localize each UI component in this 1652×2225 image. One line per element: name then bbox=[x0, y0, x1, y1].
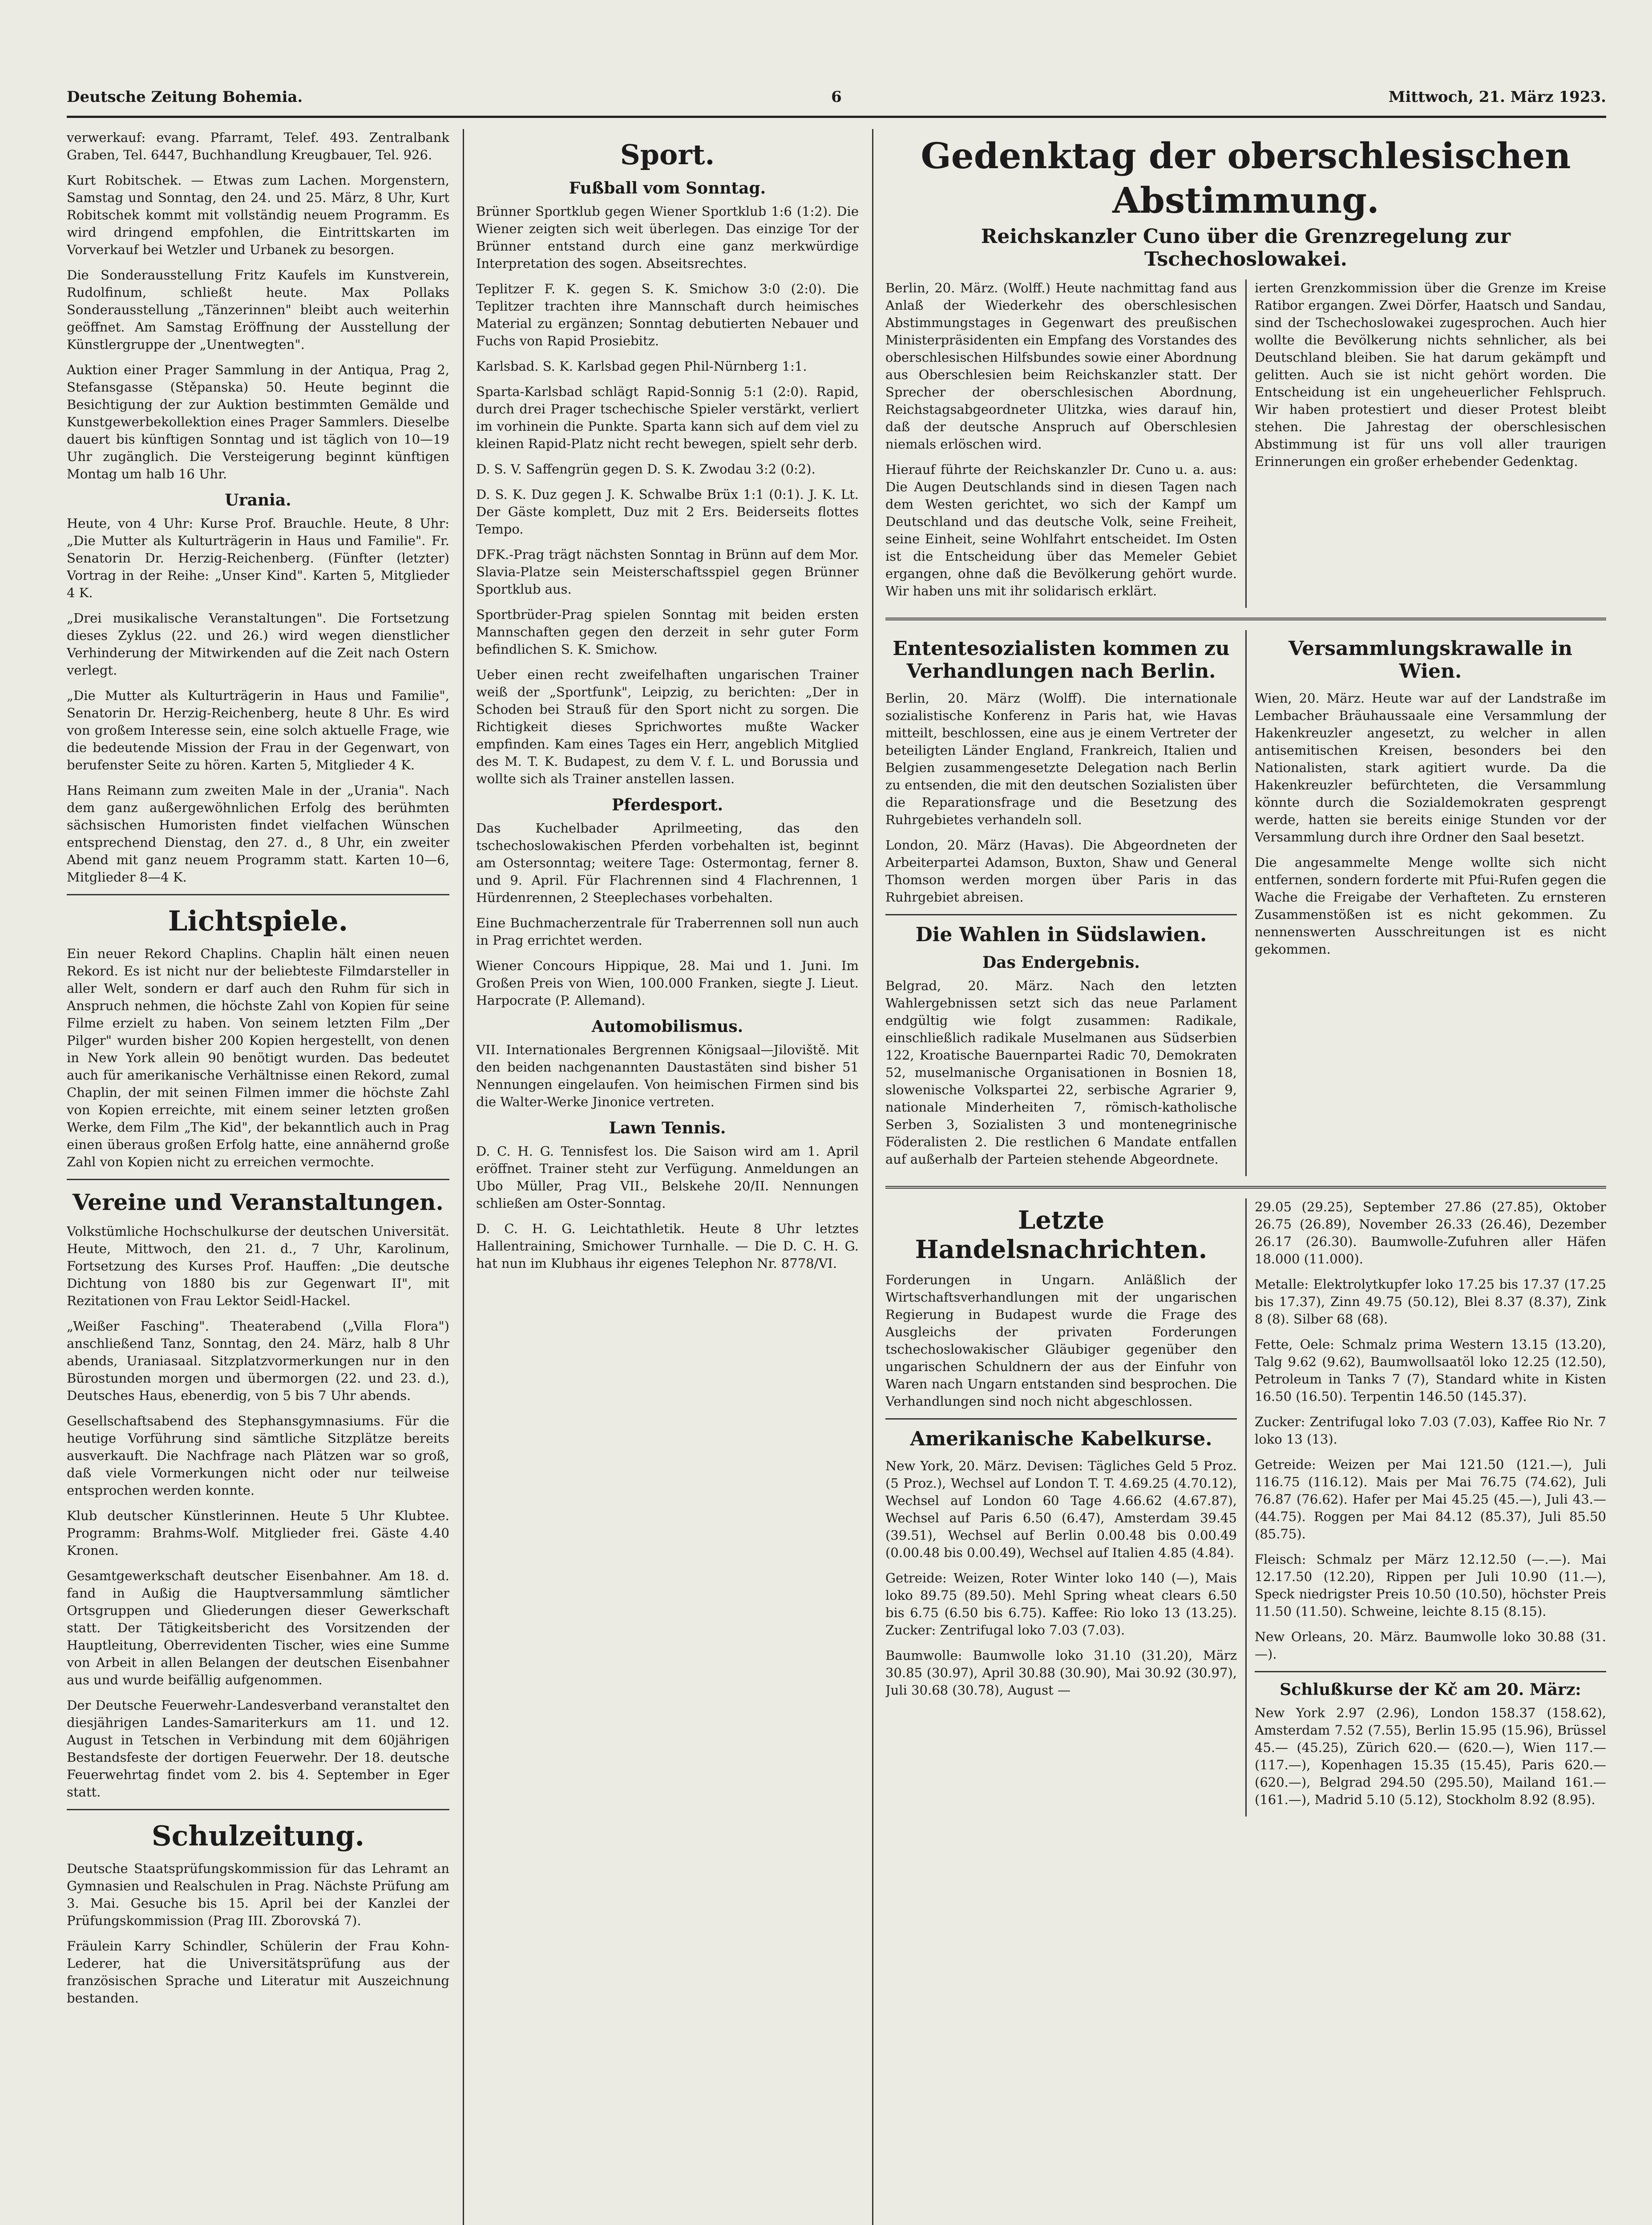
subheading-fussball: Fußball vom Sonntag. bbox=[569, 179, 766, 198]
notice-paragraph: Gesamtgewerkschaft deutscher Eisenbahner. Am 18. d. fand in Außig die Hauptversammlung sämtlicher Ortsgruppen und Gliederungen dieser Gewerkschaft statt. Der Tätigkeitsbericht des Vorsitzenden der Hauptleitung, Oberrevidenten Tischer, wies eine Summe von Arbeit in allen Belangen der deutschen Eisenbahner aus und wurde beifällig aufgenommen. bbox=[67, 1568, 449, 1687]
lead-article-left bbox=[885, 279, 1237, 608]
sport-paragraph: D. S. V. Saffengrün gegen D. S. K. Zwodau 3:2 (0:2). bbox=[476, 461, 816, 477]
market-paragraph: Baumwolle: Baumwolle loko 31.10 (31.20), März 30.85 (30.97), April 30.88 (30.90), Mai 30.92 (30.97), Juli 30.68 (30.78), August — bbox=[885, 1648, 1237, 1698]
issue-date: Mittwoch, 21. März 1923. bbox=[1388, 88, 1606, 106]
headline-wahlen-suedslawien: Die Wahlen in Südslawien. bbox=[915, 923, 1207, 946]
market-paragraph: Fleisch: Schmalz per März 12.12.50 (—.—). Mai 12.17.50 (12.20), Rippen per Juli 10.90 (11.—), Speck niedrigster Preis 10.50 (10.50), höchster Preis 11.50 (11.50). Schweine, leichte 8.15 (8.15). bbox=[1255, 1552, 1606, 1619]
article-paragraph: Berlin, 20. März. (Wolff.) Heute nachmittag fand aus Anlaß der Wiederkehr des oberschlesischen Abstimmungstages in Gegenwart des preußischen Ministerpräsidenten ein Empfang des Vorstandes des oberschlesischen Hilfsbundes sowie einer Abordnung aus Oberschlesien beim Reichskanzler statt. Der Sprecher der oberschlesischen Abordnung, Reichstagsabgeordneter Ulitzka, wies darauf hin, daß der deutsche Anspruch auf Oberschlesien niemals erlöschen wird. bbox=[885, 280, 1237, 452]
subheading-automobilismus: Automobilismus. bbox=[591, 1017, 743, 1036]
article-paragraph: Wien, 20. März. Heute war auf der Landstraße im Lembacher Bräuhaussaale eine Versammlung der Hakenkreuzler angesetzt, zu welcher in allen antisemitischen Kreisen, besonders bei den Nationalisten, stark agitiert wurde. Da die Hakenkreuzler befürchteten, die Versammlung könnte durch die Sozialdemokraten gesprengt werde, hatten sie bereits einige Stunden vor der Versammlung durch ihre Ordner den Saal besetzt. bbox=[1255, 691, 1606, 845]
middle-right bbox=[1255, 630, 1606, 1176]
section-rule bbox=[1255, 1671, 1606, 1672]
subheadline-endergebnis: Das Endergebnis. bbox=[982, 953, 1140, 972]
market-paragraph: Zucker: Zentrifugal loko 7.03 (7.03), Kaffee Rio Nr. 7 loko 13 (13). bbox=[1255, 1414, 1606, 1447]
notice-paragraph: Klub deutscher Künstlerinnen. Heute 5 Uhr Klubtee. Programm: Brahms-Wolf. Mitglieder frei. Gäste 4.40 Kronen. bbox=[67, 1508, 449, 1558]
middle-left bbox=[885, 630, 1237, 1176]
sport-paragraph: D. C. H. G. Leichtathletik. Heute 8 Uhr letztes Hallentraining, Smichower Turnhalle. — Die D. C. H. G. hat nun im Klubhaus ihr eigenes Telephon Nr. 8778/VI. bbox=[476, 1221, 859, 1271]
section-heading-vereine: Vereine und Veranstaltungen. bbox=[73, 1189, 444, 1215]
sport-paragraph: DFK.-Prag trägt nächsten Sonntag in Brünn auf dem Mor. Slavia-Platze sein Meisterschaftsspiel gegen Brünner Sportklub aus. bbox=[476, 547, 859, 597]
newspaper-page bbox=[67, 80, 1606, 2225]
column-3 bbox=[885, 129, 1606, 2225]
sport-paragraph: D. S. K. Duz gegen J. K. Schwalbe Brüx 1:1 (0:1). J. K. Lt. Der Gäste komplett, Duz mit 2 Ers. Beiderseits flottes Tempo. bbox=[476, 487, 859, 537]
notice-paragraph: Die Sonderausstellung Fritz Kaufels im Kunstverein, Rudolfinum, schließt heute. Max Pollaks Sonderausstellung „Tänzerinnen" bleibt auch weiterhin geöffnet. Am Samstag Eröffnung der Ausstellung der Künstlergruppe der „Unentwegten". bbox=[67, 267, 449, 352]
section-rule bbox=[885, 1186, 1606, 1189]
sport-paragraph: Sportbrüder-Prag spielen Sonntag mit beiden ersten Mannschaften gegen den derzeit in sehr guter Form befindlichen S. K. Smichow. bbox=[476, 607, 859, 657]
sport-paragraph: D. C. H. G. Tennisfest los. Die Saison wird am 1. April eröffnet. Trainer steht zur Verfügung. Anmeldungen an Ubo Müller, Prag VII., Belskehe 20/II. Nennungen schließen am Oster-Sonntag. bbox=[476, 1144, 859, 1211]
column-1 bbox=[67, 129, 449, 2225]
middle-section bbox=[885, 630, 1606, 1176]
article-paragraph: Hierauf führte der Reichskanzler Dr. Cuno u. a. aus: Die Augen Deutschlands sind in diesen Tagen nach dem Westen gerichtet, wo sich der Kampf um Deutschland und das deutsche Volk, seine Freiheit, seine Einheit, seine Wohlfahrt entscheidet. Im Osten ist die Entscheidung über das Memeler Gebiet ergangen, ohne daß die Bevölkerung gehört wurde. Wir haben uns mit ihr solidarisch erklärt. bbox=[885, 462, 1237, 599]
section-rule bbox=[67, 1809, 449, 1810]
section-heading-schulzeitung: Schulzeitung. bbox=[151, 1820, 365, 1852]
header-rule bbox=[67, 116, 1606, 118]
article-paragraph: Berlin, 20. März (Wolff). Die internationale sozialistische Konferenz in Paris hat, wie Havas mitteilt, beschlossen, eine aus je einem Vertreter der beteiligten Länder England, Frankreich, Italien und Belgien zusammengesetzte Delegation nach Berlin zu entsenden, die mit den deutschen Sozialisten über die Reparationsfrage und die Besetzung des Ruhrgebietes verhandeln soll. bbox=[885, 691, 1237, 827]
article-paragraph: Belgrad, 20. März. Nach den letzten Wahlergebnissen setzt sich das neue Parlament endgültig wie folgt zusammen: Radikale, einschließlich radikale Muselmanen aus Südserbien 122, Kroatische Bauernpartei Radic 70, Demokraten 52, muselmanische Organisationen in Bosnien 18, slowenische Volkspartei 22, serbische Agrarier 9, nationale Minderheiten 7, römisch-katholische Serben 3, Sozialisten 3 und montenegrinische Föderalisten 2. Die restlichen 6 Mandate entfallen auf außerhalb der Parteien stehende Abgeordnete. bbox=[885, 978, 1237, 1167]
lead-article-right bbox=[1255, 279, 1606, 608]
headline-handelsnachrichten: Letzte Handelsnachrichten. bbox=[915, 1206, 1208, 1264]
market-paragraph: Getreide: Weizen per Mai 121.50 (121.—), Juli 116.75 (116.12). Mais per Mai 76.75 (74.62), Juli 76.87 (76.62). Hafer per Mai 45.25 (45.—), Juli 43.— (44.75). Roggen per Mai 84.12 (85.37), Juli 85.50 (85.75). bbox=[1255, 1457, 1606, 1541]
masthead: Deutsche Zeitung Bohemia. bbox=[67, 88, 303, 106]
sport-paragraph: Sparta-Karlsbad schlägt Rapid-Sonnig 5:1 (2:0). Rapid, durch drei Prager tschechische Spieler verstärkt, verliert im vorhinein die Punkte. Sparta kann sich auf dem viel zu kleinen Rapid-Platz nicht recht bewegen, spielt sehr derb. bbox=[476, 384, 859, 451]
market-paragraph: 29.05 (29.25), September 27.86 (27.85), Oktober 26.75 (26.89), November 26.33 (26.46), Dezember 26.17 (26.30). Baumwolle-Zufuhren aller Häfen 18.000 (11.000). bbox=[1255, 1199, 1606, 1266]
sport-paragraph: Karlsbad. S. K. Karlsbad gegen Phil-Nürnberg 1:1. bbox=[476, 359, 807, 374]
sport-paragraph: Brünner Sportklub gegen Wiener Sportklub 1:6 (1:2). Die Wiener zeigten sich weit überlegen. Das einzige Tor der Brünner entstand durch eine ganz merkwürdige Interpretation des sogen. Abseitsrechtes. bbox=[476, 204, 859, 271]
column-divider bbox=[1245, 630, 1247, 1176]
sport-paragraph: Eine Buchmacherzentrale für Traberrennen soll nun auch in Prag errichtet werden. bbox=[476, 915, 859, 948]
notice-paragraph: Deutsche Staatsprüfungskommission für das Lehramt an Gymnasien und Realschulen in Prag. Nächste Prüfung am 3. Mai. Gesuche bis 15. April bei der Kanzlei der Prüfungskommission (Prag III. Zborovská 7). bbox=[67, 1861, 449, 1928]
notice-paragraph: Kurt Robitschek. — Etwas zum Lachen. Morgenstern, Samstag und Sonntag, den 24. und 25. März, 8 Uhr, Kurt Robitschek kommt mit vollständig neuem Programm. Es wird dringend empfohlen, die Eintrittskarten im Vorverkauf bei Wetzler und Urbanek zu besorgen. bbox=[67, 173, 449, 257]
sport-paragraph: Das Kuchelbader Aprilmeeting, das den tschechoslowakischen Pferden vorbehalten ist, beginnt am Ostersonntag; weitere Tage: Ostermontag, ferner 8. und 9. April. Für Flachrennen sind 4 Flachrennen, 1 Hürdenrennen, 2 Steeplechases vorbehalten. bbox=[476, 821, 859, 905]
notice-paragraph: Auktion einer Prager Sammlung in der Antiqua, Prag 2, Stefansgasse (Stěpanska) 50. Heute beginnt die Besichtigung der zur Auktion bestimmten Gemälde und Kunstgewerbekollektion eines Prager Sammlers. Dieselbe dauert bis künftigen Sonntag und ist täglich von 10—19 Uhr zugänglich. Die Versteigerung beginnt künftigen Montag um halb 16 Uhr. bbox=[67, 362, 449, 481]
notice-paragraph: „Die Mutter als Kulturträgerin in Haus und Familie", Senatorin Dr. Herzig-Reichenberg, heute 8 Uhr. Es wird von großem Interesse sein, eine solch aktuelle Frage, wie die bedeutende Mission der Frau in der Gegenwart, von berufenster Seite zu hören. Karten 5, Mitglieder 4 K. bbox=[67, 688, 449, 773]
notice-paragraph: Fräulein Karry Schindler, Schülerin der Frau Kohn-Lederer, hat die Universitätsprüfung aus der französischen Sprache und Literatur mit Auszeichnung bestanden. bbox=[67, 1938, 449, 2006]
sport-paragraph: Wiener Concours Hippique, 28. Mai und 1. Juni. Im Großen Preis von Wien, 100.000 Franken, siegte J. Lieut. Harpocrate (P. Allemand). bbox=[476, 958, 859, 1008]
column-divider bbox=[1245, 279, 1247, 608]
headline-schlusskurse: Schlußkurse der Kč am 20. März: bbox=[1280, 1680, 1581, 1699]
subheading-lawn-tennis: Lawn Tennis. bbox=[609, 1119, 726, 1137]
notice-paragraph: Volkstümliche Hochschulkurse der deutschen Universität. Heute, Mittwoch, den 21. d., 7 Uhr, Karolinum, Fortsetzung des Kurses Prof. Hauffen: „Die deutsche Dichtung von 1880 bis zur Gegenwart II", mit Rezitationen von Frau Lektor Seidl-Hackel. bbox=[67, 1224, 449, 1308]
headline-versammlungskrawalle: Versammlungskrawalle in Wien. bbox=[1288, 637, 1572, 683]
market-right bbox=[1255, 1198, 1606, 1816]
section-rule bbox=[885, 618, 1606, 620]
headline-ententesozialisten: Ententesozialisten kommen zu Verhandlungen nach Berlin. bbox=[893, 637, 1230, 683]
column-2 bbox=[476, 129, 859, 2225]
section-heading-urania: Urania. bbox=[225, 491, 291, 510]
market-paragraph: Getreide: Weizen, Roter Winter loko 140 (—), Mais loko 89.75 (89.50). Mehl Spring wheat clears 6.50 bis 6.75 (6.50 bis 6.75). Kaffee: Rio loko 13 (13.25). Zucker: Zentrifugal loko 7.03 (7.03). bbox=[885, 1570, 1237, 1638]
article-paragraph: ierten Grenzkommission über die Grenze im Kreise Ratibor ergangen. Zwei Dörfer, Haatsch und Sandau, sind der Tschechoslowakei zugesprochen. Auch hier wollte die Bevölkerung nichts sehnlicher, als bei Deutschland bleiben. Sie hat darum gekämpft und gelitten. Auch sie ist nicht gehört worden. Die Entscheidung ist ein ungeheuerlicher Fehlspruch. Wir haben protestiert und dieser Protest bleibt stehen. Die Jahrestag der oberschlesischen Abstimmung ist für uns voll aller traurigen Erinnerungen ein großer erhebender Gedenktag. bbox=[1255, 280, 1606, 469]
lead-subheadline: Reichskanzler Cuno über die Grenzregelung zur Tschechoslowakei. bbox=[981, 225, 1511, 271]
notice-paragraph: Heute, von 4 Uhr: Kurse Prof. Brauchle. Heute, 8 Uhr: „Die Mutter als Kulturträgerin in Haus und Familie". Fr. Senatorin Dr. Herzig-Reichenberg. (Fünfter (letzter) Vortrag in der Reihe: „Unser Kind". Karten 5, Mitglieder 4 K. bbox=[67, 516, 449, 600]
notice-paragraph: Gesellschaftsabend des Stephansgymnasiums. Für die heutige Vorführung sind sämtliche Sitzplätze bereits ausverkauft. Die Nachfrage nach Plätzen war so groß, daß viele Vormerkungen nicht oder nur teilweise entsprochen werden konnte. bbox=[67, 1413, 449, 1498]
lead-headline: Gedenktag der oberschlesischen Abstimmung. bbox=[921, 135, 1571, 221]
sport-paragraph: VII. Internationales Bergrennen Königsaal—Jiloviště. Mit den beiden nachgenannten Daustastäten sind bisher 51 Nennungen eingelaufen. Von heimischen Firmen sind bis die Walter-Werke Jinonice vertreten. bbox=[476, 1042, 859, 1109]
column-divider bbox=[463, 129, 464, 2225]
headline-kabelkurse: Amerikanische Kabelkurse. bbox=[910, 1428, 1212, 1450]
market-paragraph: Fette, Oele: Schmalz prima Western 13.15 (13.20), Talg 9.62 (9.62), Baumwollsaatöl loko 12.25 (12.50), Petroleum in Tanks 7 (7), Standard white in Kisten 16.50 (16.50). Terpentin 146.50 (145.37). bbox=[1255, 1337, 1606, 1404]
market-left bbox=[885, 1198, 1237, 1816]
column-divider bbox=[1245, 1198, 1247, 1816]
section-heading-sport: Sport. bbox=[620, 138, 715, 171]
market-paragraph: Metalle: Elektrolytkupfer loko 17.25 bis 17.37 (17.25 bis 17.37), Zinn 49.75 (50.12), Blei 8.37 (8.37), Zink 8 (8). Silber 68 (68). bbox=[1255, 1277, 1606, 1327]
section-heading-lichtspiele: Lichtspiele. bbox=[168, 905, 348, 937]
notice-paragraph: verwerkauf: evang. Pfarramt, Telef. 493. Zentralbank Graben, Tel. 6447, Buchhandlung Kreugbauer, Tel. 926. bbox=[67, 130, 449, 162]
article-paragraph: Die angesammelte Menge wollte sich nicht entfernen, sondern forderte mit Pfui-Rufen gegen die Wache die Freigabe der Verhafteten. Zu ernsteren Zusammenstößen ist es nicht gekommen. Zu nennenswerten Ausschreitungen ist es nicht gekommen. bbox=[1255, 855, 1606, 957]
column-divider bbox=[872, 129, 873, 2225]
notice-paragraph: Der Deutsche Feuerwehr-Landesverband veranstaltet den diesjährigen Landes-Samariterkurs am 11. und 12. August in Tetschen in Verbindung mit dem 60jährigen Bestandsfeste der dortigen Feuerwehr. Der 18. deutsche Feuerwehrtag findet vom 2. bis 4. September in Eger statt. bbox=[67, 1698, 449, 1800]
market-paragraph: New York, 20. März. Devisen: Tägliches Geld 5 Proz. (5 Proz.), Wechsel auf London T. T. 4.69.25 (4.70.12), Wechsel auf London 60 Tage 4.66.62 (4.67.87), Wechsel auf Paris 6.50 (6.47), Amsterdam 39.45 (39.51), Wechsel auf Berlin 0.00.48 bis 0.00.49 (0.00.48 bis 0.00.49), Wechsel auf Italien 4.85 (4.84). bbox=[885, 1458, 1237, 1560]
page-number: 6 bbox=[831, 88, 842, 106]
notice-paragraph: „Drei musikalische Veranstaltungen". Die Fortsetzung dieses Zyklus (22. und 26.) wird wegen dienstlicher Verhinderung der Mitwirkenden auf die Zeit nach Ostern verlegt. bbox=[67, 611, 449, 678]
section-rule bbox=[67, 894, 449, 895]
lead-article bbox=[885, 279, 1606, 608]
article-paragraph: Ein neuer Rekord Chaplins. Chaplin hält einen neuen Rekord. Es ist nicht nur der beliebteste Filmdarsteller in aller Welt, sondern er darf auch den Ruhm für sich in Anspruch nehmen, die höchste Zahl von Kopien für seine Filme erzielt zu haben. Von seinem letzten Film „Der Pilger" wurden bisher 200 Kopien hergestellt, von denen in New York allein 90 benötigt wurden. Das bedeutet auch für amerikanische Verhältnisse einen Rekord, zumal Chaplin, der mit seinen Filmen immer die höchste Zahl von Kopien erreichte, mit einem seiner letzten großen Werke, dem Film „The Kid", der bekanntlich auch in Prag einen überaus großen Erfolg hatte, eine annähernd große Zahl von Kopien nicht zu erreichen vermochte. bbox=[67, 946, 449, 1169]
section-rule bbox=[67, 1179, 449, 1180]
section-rule bbox=[885, 914, 1237, 915]
market-paragraph: Forderungen in Ungarn. Anläßlich der Wirtschaftsverhandlungen mit der ungarischen Regierung in Budapest wurde die Frage des Ausgleichs der privaten Forderungen tschechoslowakischer Gläubiger gegenüber den ungarischen Schuldnern der aus der Einfuhr von Waren nach Ungarn entstanden sind besprochen. Die Verhandlungen sind noch nicht abgeschlossen. bbox=[885, 1272, 1237, 1409]
notice-paragraph: „Weißer Fasching". Theaterabend („Villa Flora") anschließend Tanz, Sonntag, den 24. März, halb 8 Uhr abends, Uraniasaal. Sitzplatzvormerkungen nur in den Bürostunden morgen und übermorgen (22. und 23. d.), Deutsches Haus, ebenerdig, von 5 bis 7 Uhr abends. bbox=[67, 1319, 449, 1403]
market-paragraph: New York 2.97 (2.96), London 158.37 (158.62), Amsterdam 7.52 (7.55), Berlin 15.95 (15.96), Brüssel 45.— (45.25), Zürich 620.— (620.—), Wien 117.— (117.—), Kopenhagen 15.35 (15.45), Paris 620.— (620.—), Belgrad 294.50 (295.50), Mailand 161.— (161.—), Madrid 5.10 (5.12), Stockholm 8.92 (8.95). bbox=[1255, 1705, 1606, 1807]
page-header bbox=[67, 80, 1606, 116]
section-rule bbox=[885, 1418, 1237, 1420]
subheading-pferdesport: Pferdesport. bbox=[611, 796, 723, 814]
sport-paragraph: Ueber einen recht zweifelhaften ungarischen Trainer weiß der „Sportfunk", Leipzig, zu berichten: „Der in Schoden bei Strauß für den Sport nicht zu sorgen. Die Richtigkeit dieses Sprichwortes mußte Wacker empfinden. Kam eines Tages ein Herr, angeblich Mitglied des M. T. K. Budapest, zu dem V. f. L. und Borussia und wollte sich als Trainer anstellen lassen. bbox=[476, 667, 859, 786]
market-section bbox=[885, 1198, 1606, 1816]
notice-paragraph: Hans Reimann zum zweiten Male in der „Urania". Nach dem ganz außergewöhnlichen Erfolg des berühmten sächsischen Humoristen findet vielfachen Wünschen entsprechend Dienstag, den 27. d., 8 Uhr, ein zweiter Abend mit ganz neuem Programm statt. Karten 10—6, Mitglieder 8—4 K. bbox=[67, 783, 449, 885]
sport-paragraph: Teplitzer F. K. gegen S. K. Smichow 3:0 (2:0). Die Teplitzer trachten ihre Mannschaft durch heimisches Material zu ergänzen; Sonntag debutierten Nebauer und Fuchs von Rapid Prosiebitz. bbox=[476, 281, 859, 348]
market-paragraph: New Orleans, 20. März. Baumwolle loko 30.88 (31.—). bbox=[1255, 1629, 1606, 1662]
article-paragraph: London, 20. März (Havas). Die Abgeordneten der Arbeiterpartei Adamson, Buxton, Shaw und General Thomson werden morgen über Paris in das Ruhrgebiet abreisen. bbox=[885, 837, 1237, 905]
